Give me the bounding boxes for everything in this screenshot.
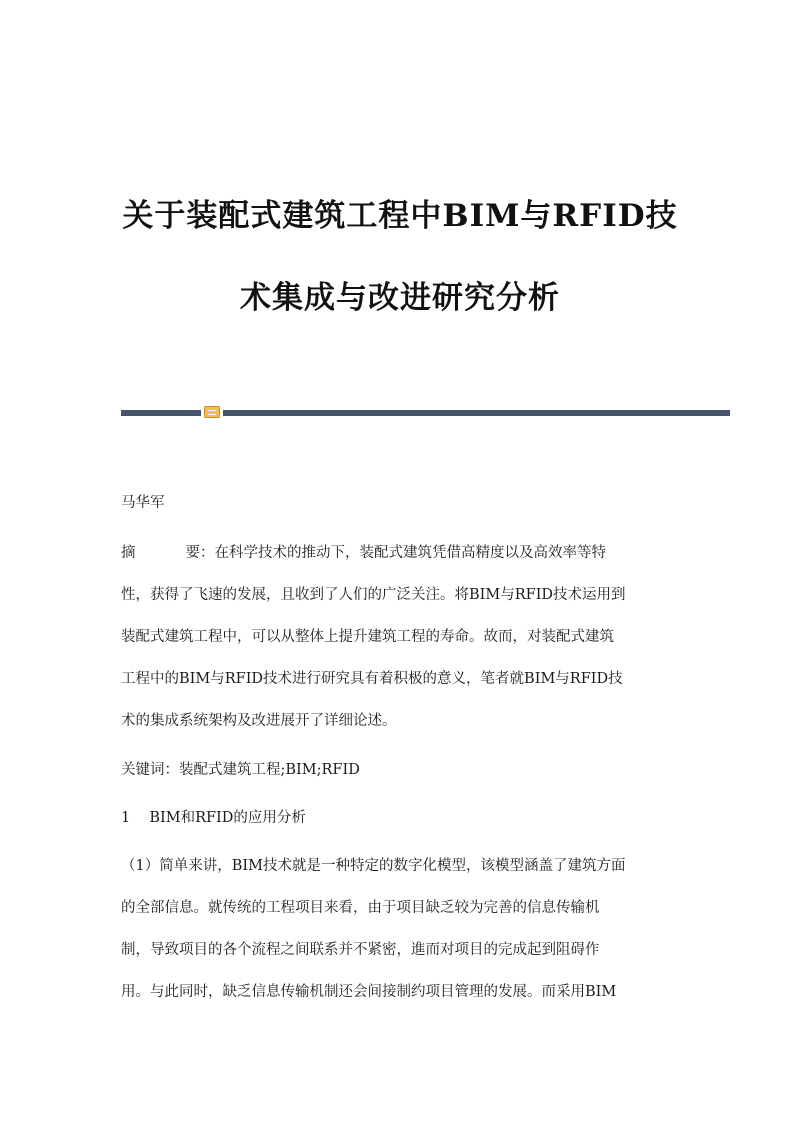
abstract-line-2: 性，获得了飞速的发展，且收到了人们的广泛关注。将BIM与RFID技术运用到 bbox=[121, 587, 626, 603]
document-icon bbox=[204, 406, 220, 418]
abstract-line-1 bbox=[121, 543, 681, 563]
body-line-3: 制，导致项目的各个流程之间联系并不紧密，進而对项目的完成起到阻碍作 bbox=[121, 942, 600, 958]
divider-right bbox=[223, 410, 730, 416]
section-heading: 1 BIM和RFID的应用分析 bbox=[121, 810, 306, 826]
abstract-line-3: 装配式建筑工程中，可以从整体上提升建筑工程的寿命。故而，对装配式建筑 bbox=[121, 629, 614, 645]
document-title-line-2: 术集成与改进研究分析 bbox=[240, 280, 560, 316]
abstract-label-left: 摘 bbox=[121, 545, 136, 561]
body-line-1: （1）简单来讲，BIM技术就是一种特定的数字化模型，该模型涵盖了建筑方面 bbox=[121, 858, 626, 874]
body-line-2: 的全部信息。就传统的工程项目来看，由于项目缺乏较为完善的信息传输机 bbox=[121, 900, 600, 916]
abstract-line-4: 工程中的BIM与RFID技术进行研究具有着积极的意义，笔者就BIM与RFID技 bbox=[121, 671, 623, 687]
abstract-label-right: 要： bbox=[185, 545, 215, 561]
abstract-line-5: 术的集成系统架构及改进展开了详细论述。 bbox=[121, 713, 397, 729]
document-title-line-1: 关于装配式建筑工程中BIM与RFID技 bbox=[122, 198, 678, 234]
keywords: 关键词：装配式建筑工程;BIM;RFID bbox=[121, 762, 360, 778]
author: 马华军 bbox=[121, 495, 165, 511]
body-line-4: 用。与此同时，缺乏信息传输机制还会间接制约项目管理的发展。而采用BIM bbox=[121, 984, 617, 1000]
divider-left bbox=[121, 410, 201, 416]
abstract-text-1: 在科学技术的推动下，装配式建筑凭借高精度以及高效率等特 bbox=[214, 545, 606, 561]
